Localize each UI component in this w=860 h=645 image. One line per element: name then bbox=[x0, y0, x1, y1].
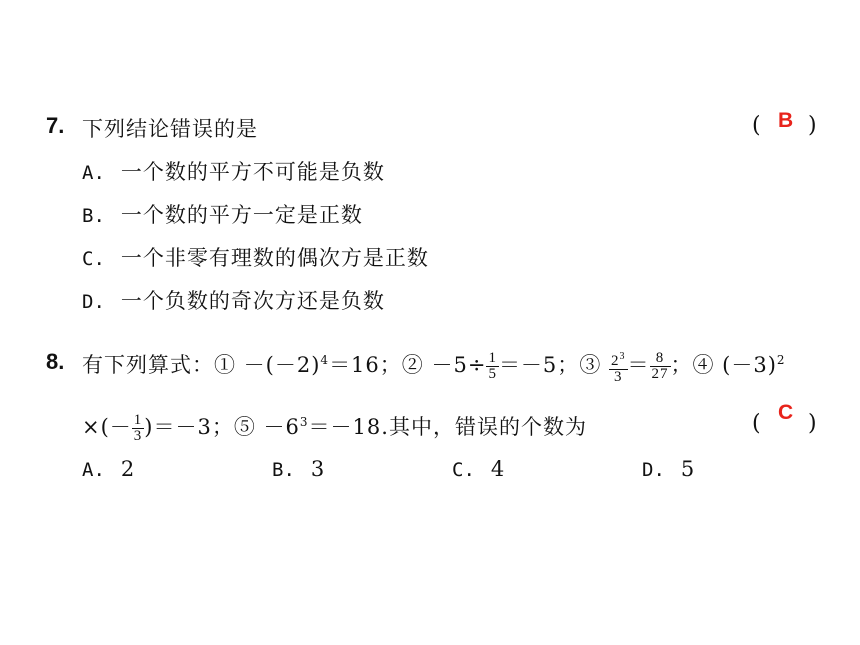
option-text: 一个非零有理数的偶次方是正数 bbox=[120, 246, 429, 270]
expression-4-result: )＝－3； bbox=[144, 415, 234, 439]
expression-5: ⑤ －6 bbox=[233, 415, 300, 439]
option-letter: D. bbox=[642, 459, 665, 481]
option-text: 一个负数的奇次方还是负数 bbox=[120, 289, 385, 313]
expression-4: ④ (－3) bbox=[692, 353, 777, 377]
expression-2: ② －5÷ bbox=[401, 353, 487, 377]
option-letter: C. bbox=[452, 459, 475, 481]
expression-3: ③ bbox=[579, 353, 609, 377]
option-text: 4 bbox=[490, 457, 506, 481]
option-b bbox=[82, 199, 363, 229]
option-text: 5 bbox=[680, 457, 696, 481]
option-b bbox=[272, 457, 325, 481]
option-letter: D. bbox=[82, 291, 105, 313]
intro-text: 有下列算式： bbox=[82, 353, 214, 377]
option-d bbox=[642, 457, 695, 481]
question-8-line-1 bbox=[82, 338, 786, 387]
option-a bbox=[82, 156, 385, 186]
answer-paren-close: ) bbox=[808, 113, 817, 138]
option-letter: B. bbox=[82, 205, 105, 227]
answer-paren-open: ( bbox=[752, 411, 761, 436]
expression-1: ① －(－2) bbox=[214, 353, 321, 377]
question-8-answer: C bbox=[778, 401, 794, 424]
option-text: 一个数的平方一定是正数 bbox=[120, 203, 363, 227]
expression-2-result: ＝－5； bbox=[498, 353, 580, 377]
question-8-prompt: ＝－18.其中，错误的个数为 bbox=[308, 415, 587, 439]
option-d bbox=[82, 285, 385, 315]
option-text: 2 bbox=[120, 457, 136, 481]
option-letter: A. bbox=[82, 459, 105, 481]
question-8-line-2 bbox=[82, 400, 587, 449]
fraction-two-cubed-over-three: $\frac{2^3}{3}$ bbox=[611, 350, 626, 385]
option-text: 3 bbox=[310, 457, 326, 481]
option-letter: C. bbox=[82, 248, 105, 270]
exponent: 2 bbox=[776, 353, 786, 367]
exponent: 3 bbox=[299, 415, 309, 429]
option-a bbox=[82, 457, 135, 481]
fraction-one-third: $\frac{1}{3}$ bbox=[133, 412, 143, 444]
option-letter: A. bbox=[82, 162, 105, 184]
question-7-answer: B bbox=[778, 109, 794, 132]
option-letter: B. bbox=[272, 459, 295, 481]
fraction-eight-over-twenty-seven: $\frac{8}{27}$ bbox=[651, 350, 669, 382]
question-7-number: 7. bbox=[46, 113, 65, 138]
answer-paren-open: ( bbox=[752, 113, 761, 138]
fraction-one-fifth: $\frac{1}{5}$ bbox=[488, 350, 497, 382]
answer-paren-close: ) bbox=[808, 411, 817, 436]
option-text: 一个数的平方不可能是负数 bbox=[120, 160, 385, 184]
equals-sign: ＝ bbox=[627, 353, 650, 377]
exponent: 4 bbox=[320, 353, 330, 367]
expression-4-continued: ×(－ bbox=[82, 415, 132, 439]
question-7-stem: 下列结论错误的是 bbox=[82, 117, 258, 141]
expression-1-result: ＝16； bbox=[329, 353, 402, 377]
option-c bbox=[82, 242, 429, 272]
question-8-number: 8. bbox=[46, 349, 65, 374]
option-c bbox=[452, 457, 505, 481]
semicolon: ； bbox=[670, 353, 693, 377]
